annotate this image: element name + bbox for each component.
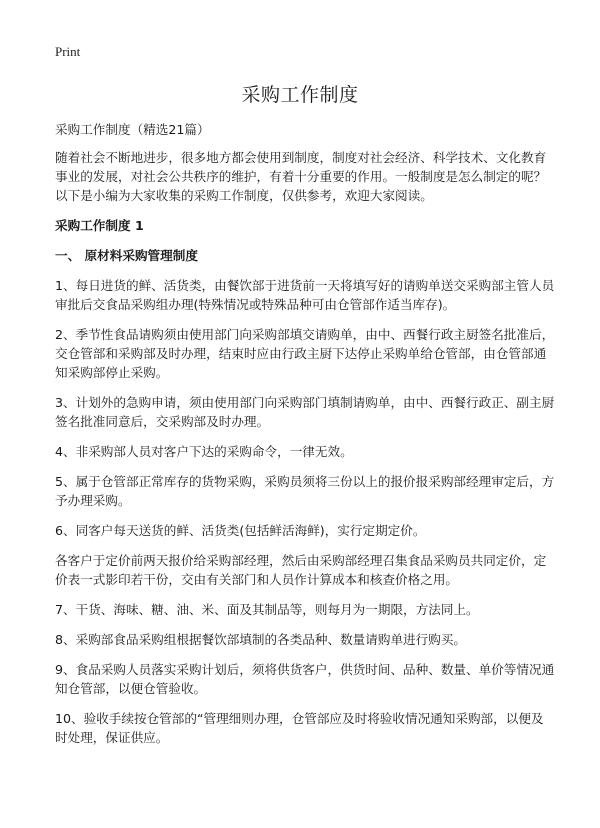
paragraph-6-detail: 各客户于定价前两天报价给采购部经理，然后由采购部经理召集食品采购员共同定价，定价表一式影印若干份，交由有关部门和人员作计算成本和核查价格之用。 bbox=[55, 553, 547, 587]
intro-paragraph: 随着社会不断地进步，很多地方都会使用到制度，制度对社会经济、科学技术、文化教育事业的发展，对社会公共秩序的维护，有着十分重要的作用。一般制度是怎么制定的呢？以下是小编为大家收集的采购工作制度，仅供参考，欢迎大家阅读。 bbox=[55, 150, 547, 203]
paragraph-1: 1、每日进货的鲜、活货类，由餐饮部于进货前一天将填写好的请购单送交采购部主管人员审批后交食品采购组办理(特殊情况或特殊品种可由仓管部作适当库存)。 bbox=[55, 278, 555, 312]
document-body bbox=[55, 120, 555, 758]
section-title: 采购工作制度 1 bbox=[55, 218, 144, 233]
paragraph-2: 2、季节性食品请购须由使用部门向采购部填交请购单，由中、西餐行政主厨签名批准后，交仓管部和采购部及时办理，结束时应由行政主厨下达停止采购单给仓管部，由仓管部通知采购部停止采购。 bbox=[55, 327, 555, 380]
paragraph-10: 10、验收手续按仓管部的“管理细则办理，仓管部应及时将验收情况通知采购部，以便及时处理，保证供应。 bbox=[55, 711, 544, 745]
paragraph-9: 9、食品采购人员落实采购计划后，须将供货客户，供货时间、品种、数量、单价等情况通知仓管部，以便仓管验收。 bbox=[55, 662, 555, 696]
paragraph-6: 6、同客户每天送货的鲜、活货类(包括鲜活海鲜)，实行定期定价。 bbox=[55, 523, 426, 538]
paragraph-3: 3、计划外的急购申请，须由使用部门向采购部门填制请购单，由中、西餐行政正、副主厨签名批准同意后，交采购部及时办理。 bbox=[55, 395, 555, 429]
paragraph-4: 4、非采购部人员对客户下达的采购命令，一律无效。 bbox=[55, 444, 353, 459]
print-link[interactable]: Print bbox=[55, 44, 81, 59]
page-title: 采购工作制度 bbox=[241, 84, 359, 106]
paragraph-7: 7、干货、海味、糖、油、米、面及其制品等，则每月为一期限，方法同上。 bbox=[55, 602, 479, 617]
paragraph-5: 5、属于仓管部正常库存的货物采购，采购员须将三份以上的报价报采购部经理审定后，方予办理采购。 bbox=[55, 474, 555, 508]
document-subtitle: 采购工作制度（精选21篇） bbox=[55, 122, 210, 137]
section-heading: 一、 原材料采购管理制度 bbox=[55, 248, 198, 263]
paragraph-8: 8、采购部食品采购组根据餐饮部填制的各类品种、数量请购单进行购买。 bbox=[55, 632, 467, 647]
